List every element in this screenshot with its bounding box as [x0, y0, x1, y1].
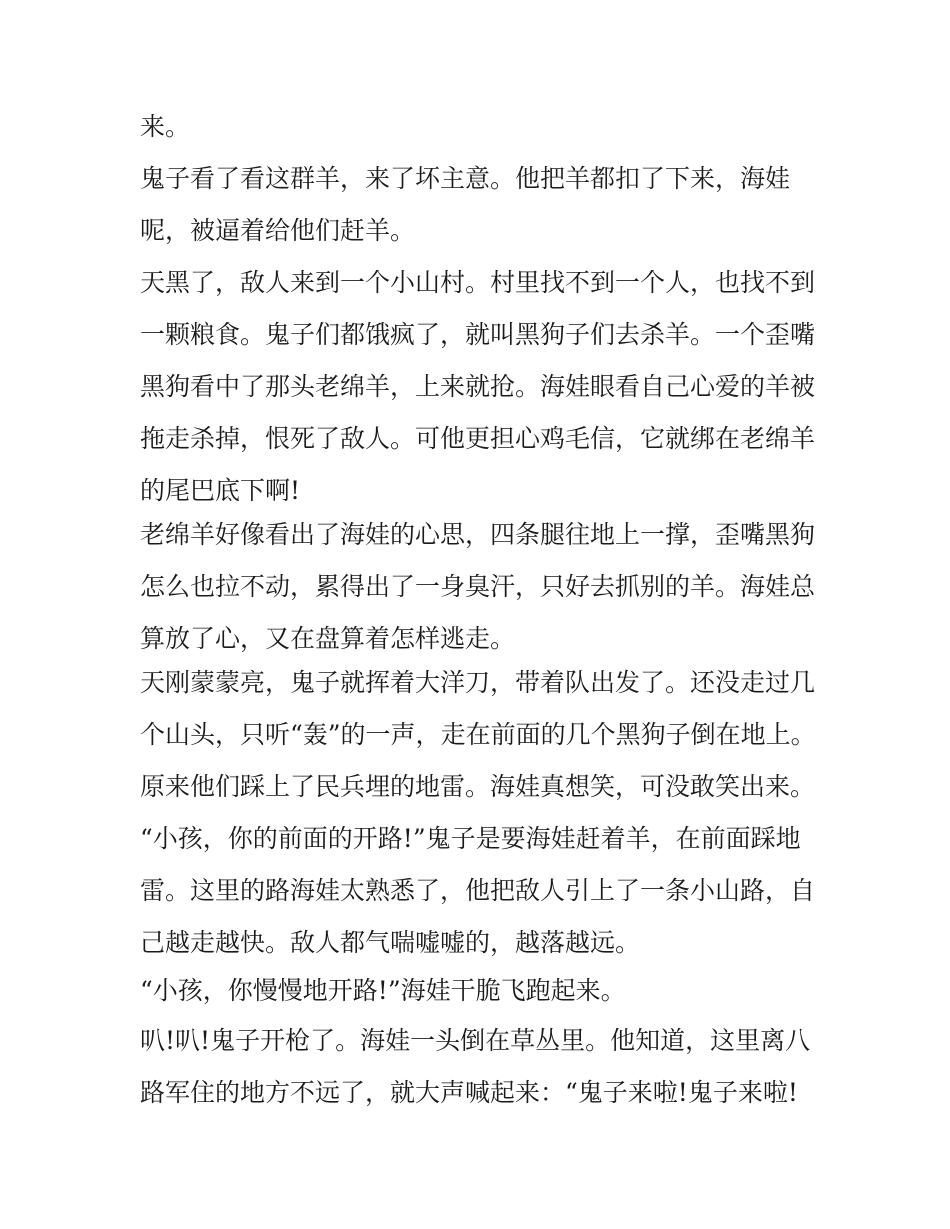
- text-line: 雷。这里的路海娃太熟悉了，他把敌人引上了一条小山路，自: [140, 876, 816, 905]
- text-line: “小孩，你的前面的开路!”鬼子是要海娃赶着羊，在前面踩地: [140, 824, 801, 853]
- text-line: 算放了心，又在盘算着怎样逃走。: [140, 624, 516, 653]
- text-line: 一颗粮食。鬼子们都饿疯了，就叫黑狗子们去杀羊。一个歪嘴: [140, 320, 816, 349]
- text-line: 叭!叭!鬼子开枪了。海娃一头倒在草丛里。他知道，这里离八: [140, 1026, 811, 1055]
- text-line: “小孩，你慢慢地开路!”海娃干脆飞跑起来。: [140, 976, 626, 1005]
- text-line: 来。: [140, 112, 191, 141]
- text-line: 怎么也拉不动，累得出了一身臭汗，只好去抓别的羊。海娃总: [140, 572, 816, 601]
- text-line: 天黑了，敌人来到一个小山村。村里找不到一个人，也找不到: [140, 268, 816, 297]
- text-line: 个山头，只听“轰”的一声，走在前面的几个黑狗子倒在地上。: [140, 720, 816, 749]
- text-line: 老绵羊好像看出了海娃的心思，四条腿往地上一撑，歪嘴黑狗: [140, 520, 816, 549]
- text-line: 呢，被逼着给他们赶羊。: [140, 216, 416, 245]
- text-line: 拖走杀掉，恨死了敌人。可他更担心鸡毛信，它就绑在老绵羊: [140, 424, 816, 453]
- text-line: 黑狗看中了那头老绵羊，上来就抢。海娃眼看自己心爱的羊被: [140, 372, 816, 401]
- text-line: 天刚蒙蒙亮，鬼子就挥着大洋刀，带着队出发了。还没走过几: [140, 668, 816, 697]
- text-line: 鬼子看了看这群羊，来了坏主意。他把羊都扣了下来，海娃: [140, 164, 791, 193]
- text-line: 路军住的地方不远了，就大声喊起来：“鬼子来啦!鬼子来啦!: [140, 1078, 798, 1107]
- text-line: 己越走越快。敌人都气喘嘘嘘的，越落越远。: [140, 928, 641, 957]
- text-line: 的尾巴底下啊!: [140, 476, 301, 505]
- text-line: 原来他们踩上了民兵埋的地雷。海娃真想笑，可没敢笑出来。: [140, 772, 816, 801]
